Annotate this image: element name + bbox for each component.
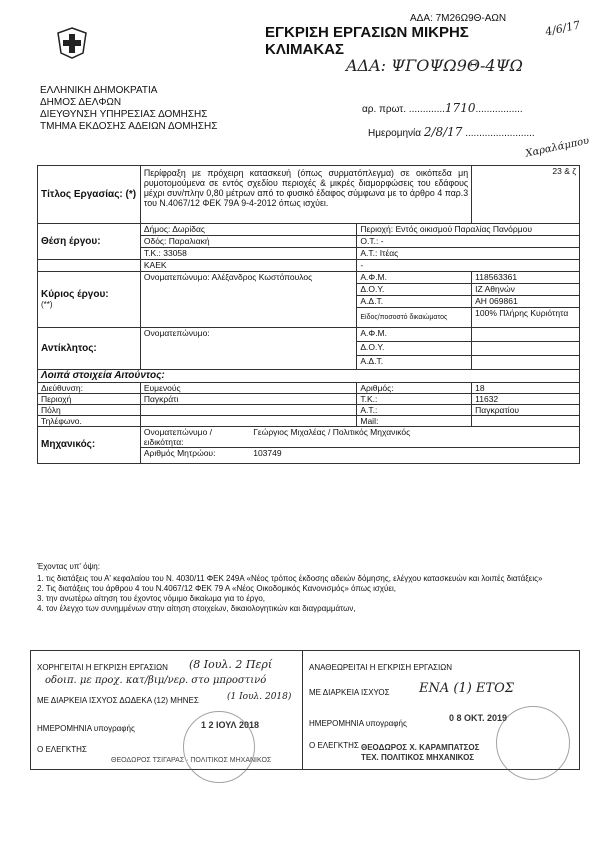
owner-doy-label: Δ.Ο.Υ. [357,284,472,296]
applicant-header: Λοιπά στοιχεία Αιτούντος: [38,370,580,383]
left-signature-date-label: ΗΜΕΡΟΜΗΝΙΑ υπογραφής [37,724,135,733]
considering-item: 3. την ανωτέρω αίτηση του έχοντος νόμιμο δικαίωμα για το έργο, [37,594,266,603]
considering-header: Έχοντας υπ' όψη: [37,562,100,571]
applicant-number-label: Αριθμός: [357,383,472,394]
left-validity: ΜΕ ΔΙΑΡΚΕΙΑ ΙΣΧΥΟΣ ΔΩΔΕΚΑ (12) ΜΗΝΕΣ [37,696,199,705]
date-label: Ημερομηνία [368,128,422,139]
granted-handwritten: (8 Ιουλ. 2 Περί [189,658,273,671]
applicant-address: Ευμενούς [140,383,357,394]
contractor-adt-label: Α.Δ.Τ. [357,356,472,370]
considering-item: 1. τις διατάξεις του Α' κεφαλαίου του Ν. 4030/11 ΦΕΚ 249Α «Νέος τρόπος έκδοσης αδειών δόμησης, ελέγχου κατασκευών και λοιπές διατάξεις» [37,574,543,583]
application-table [37,165,580,464]
owner-label-text: Κύριος έργου: [41,288,109,300]
owner-afm: 118563361 [472,272,580,284]
date-dots: ......................... [465,128,535,139]
approval-box [30,650,580,770]
right-seal-stamp [496,706,570,780]
applicant-tk-label: Τ.Κ.: [357,394,472,405]
protocol-number [362,101,523,115]
work-code: 23 & ζ [472,166,580,224]
applicant-address-label: Διεύθυνση: [38,383,141,394]
owner-right: 100% Πλήρης Κυριότητα [472,308,580,328]
engineer-reg-label: Αριθμός Μητρώου: [140,448,250,464]
owner-adt: ΑΗ 069861 [472,296,580,308]
left-inspector-label: Ο ΕΛΕΓΚΤΗΣ [37,745,87,754]
right-signature-date-label: ΗΜΕΡΟΜΗΝΙΑ υπογραφής [309,719,407,728]
corner-note: 4/6/17 [544,18,582,39]
right-validity: ΜΕ ΔΙΑΡΚΕΙΑ ΙΣΧΥΟΣ [309,688,390,697]
handwritten-name: Χαραλάμπου [524,135,591,160]
approval-divider [302,651,303,769]
left-signature-date: 1 2 ΙΟΥΛ 2018 [201,720,259,730]
considering-section [37,562,557,614]
engineer-label: Μηχανικός: [38,427,141,464]
location-at: Α.Τ.: Ιτέας [357,248,580,260]
protocol-dots-after: ................. [475,104,523,115]
applicant-email-label: Mail: [357,416,472,427]
applicant-number: 18 [472,383,580,394]
location-municipality: Δήμος: Δωρίδας [140,224,357,236]
owner-right-label: Είδος/ποσοστό δικαιώματος [357,308,472,328]
date-value: 2/8/17 [423,125,463,139]
contractor-doy [472,342,580,356]
work-title-row [38,166,580,224]
owner-name: Ονοματεπώνυμο: Αλέξανδρος Κωστόπουλος [140,272,357,328]
contractor-doy-label: Δ.Ο.Υ. [357,342,472,356]
engineer-name: Γεώργιος Μιχαλέας / Πολιτικός Μηχανικός [250,427,579,448]
owner-doy: ΙΖ Αθηνών [472,284,580,296]
right-stamp-line-1: ΘΕΟΔΩΡΟΣ Χ. ΚΑΡΑΜΠΑΤΣΟΣ [361,743,480,752]
considering-item: 4. τον έλεγχο των συνημμένων στην αίτηση στοιχείων, δικαιολογητικών και διαγραμμάτων, [37,604,356,613]
document-title [265,24,469,58]
empty-cell [38,260,141,272]
engineer-reg: 103749 [250,448,579,464]
protocol-value: 1710 [444,101,476,115]
applicant-area: Παγκράτι [140,394,357,405]
left-stamp-text: ΘΕΟΔΩΡΟΣ ΤΣΙΓΑΡΑΣ · ΠΟΛΙΤΙΚΟΣ ΜΗΧΑΝΙΚΟΣ [111,757,272,764]
location-label: Θέση έργου: [38,224,141,260]
engineer-name-label: Ονοματεπώνυμο / ειδικότητα: [140,427,250,448]
title-line-2: ΚΛΙΜΑΚΑΣ [265,41,344,58]
considering-item: 2. Τις διατάξεις του άρθρου 4 του Ν.4067/12 ΦΕΚ 79 Α «Νέος Οικοδομικός Κανονισμός» όπως ισχύει, [37,584,396,593]
contractor-afm [472,328,580,342]
owner-label-note: (**) [41,299,53,309]
applicant-at: Παγκρατίου [472,405,580,416]
owner-afm-label: Α.Φ.Μ. [357,272,472,284]
contractor-afm-label: Α.Φ.Μ. [357,328,472,342]
applicant-tk: 11632 [472,394,580,405]
issue-date [368,125,535,139]
applicant-area-label: Περιοχή [38,394,141,405]
location-tk: Τ.Κ.: 33058 [140,248,357,260]
authority-block [40,85,217,133]
authority-line: ΔΗΜΟΣ ΔΕΛΦΩΝ [40,97,122,108]
location-ot: Ο.Τ.: - [357,236,580,248]
handwritten-description: οδοιπ. με προχ. κατ/βιμ/νερ. στο μπροστινό [45,675,267,686]
applicant-city [140,405,357,416]
applicant-city-label: Πόλη [38,405,141,416]
work-title-label: Τίτλος Εργασίας: (*) [38,166,141,224]
kaek-label: ΚΑΕΚ [140,260,357,272]
right-validity-hand: ΕΝΑ (1) ΕΤΟΣ [419,681,514,696]
location-street: Οδός: Παραλιακή [140,236,357,248]
owner-label [38,272,141,328]
granted-label: ΧΟΡΗΓΕΙΤΑΙ Η ΕΓΚΡΙΣΗ ΕΡΓΑΣΙΩΝ [37,663,168,672]
work-description: Περίφραξη με πρόχειρη κατασκευή (όπως συρματόπλεγμα) σε οικόπεδα μη ρυμοτομούμενα σε εντός σχεδίου περιοχές & μικρές διαμορφώσεις του εδάφους μέχρι συν/πλην 0,80 μέτρων από το φυσικό έδαφος σύμφωνα με το άρθρο 4 παρ.3 του Ν.4067/12 ΦΕΚ 79Α 9-4-2012 όπως ισχύει. [140,166,471,224]
ada-printed: ΑΔΑ: 7Μ26Ω9Θ-ΑΩΝ [410,13,507,24]
contractor-label: Αντίκλητος: [38,328,141,370]
title-line-1: ΕΓΚΡΙΣΗ ΕΡΓΑΣΙΩΝ ΜΙΚΡΗΣ [265,24,469,41]
kaek-value: - [357,260,580,272]
protocol-dots: ............. [408,104,445,115]
authority-line: ΤΜΗΜΑ ΕΚΔΟΣΗΣ ΑΔΕΙΩΝ ΔΟΜΗΣΗΣ [40,121,218,132]
applicant-phone [140,416,357,427]
applicant-at-label: Α.Τ.: [357,405,472,416]
right-signature-date: 0 8 ΟΚΤ. 2019 [449,713,508,723]
applicant-email [472,416,580,427]
right-stamp-line-2: ΤΕΧ. ΠΟΛΙΤΙΚΟΣ ΜΗΧΑΝΙΚΟΣ [361,753,475,762]
right-stamp-text [361,743,479,763]
left-validity-hand: (1 Ιουλ. 2018) [227,692,292,702]
contractor-adt [472,356,580,370]
greek-emblem-icon [56,27,88,59]
right-inspector-label: Ο ΕΛΕΓΚΤΗΣ [309,741,359,750]
authority-line: ΕΛΛΗΝΙΚΗ ΔΗΜΟΚΡΑΤΙΑ [40,85,158,96]
applicant-phone-label: Τηλέφωνο. [38,416,141,427]
renewed-label: ΑΝΑΘΕΩΡΕΙΤΑΙ Η ΕΓΚΡΙΣΗ ΕΡΓΑΣΙΩΝ [309,663,452,672]
location-area: Περιοχή: Εντός οικισμού Παραλίας Πανόρμου [357,224,580,236]
left-seal-stamp [183,711,255,783]
ada-handwritten: ΑΔΑ: ΨΓΟΨΩ9Θ-4ΨΩ [346,56,523,75]
protocol-label: αρ. πρωτ. [362,104,407,115]
owner-adt-label: Α.Δ.Τ. [357,296,472,308]
authority-line: ΔΙΕΥΘΥΝΣΗ ΥΠΗΡΕΣΙΑΣ ΔΟΜΗΣΗΣ [40,109,208,120]
contractor-name: Ονοματεπώνυμο: [140,328,357,370]
